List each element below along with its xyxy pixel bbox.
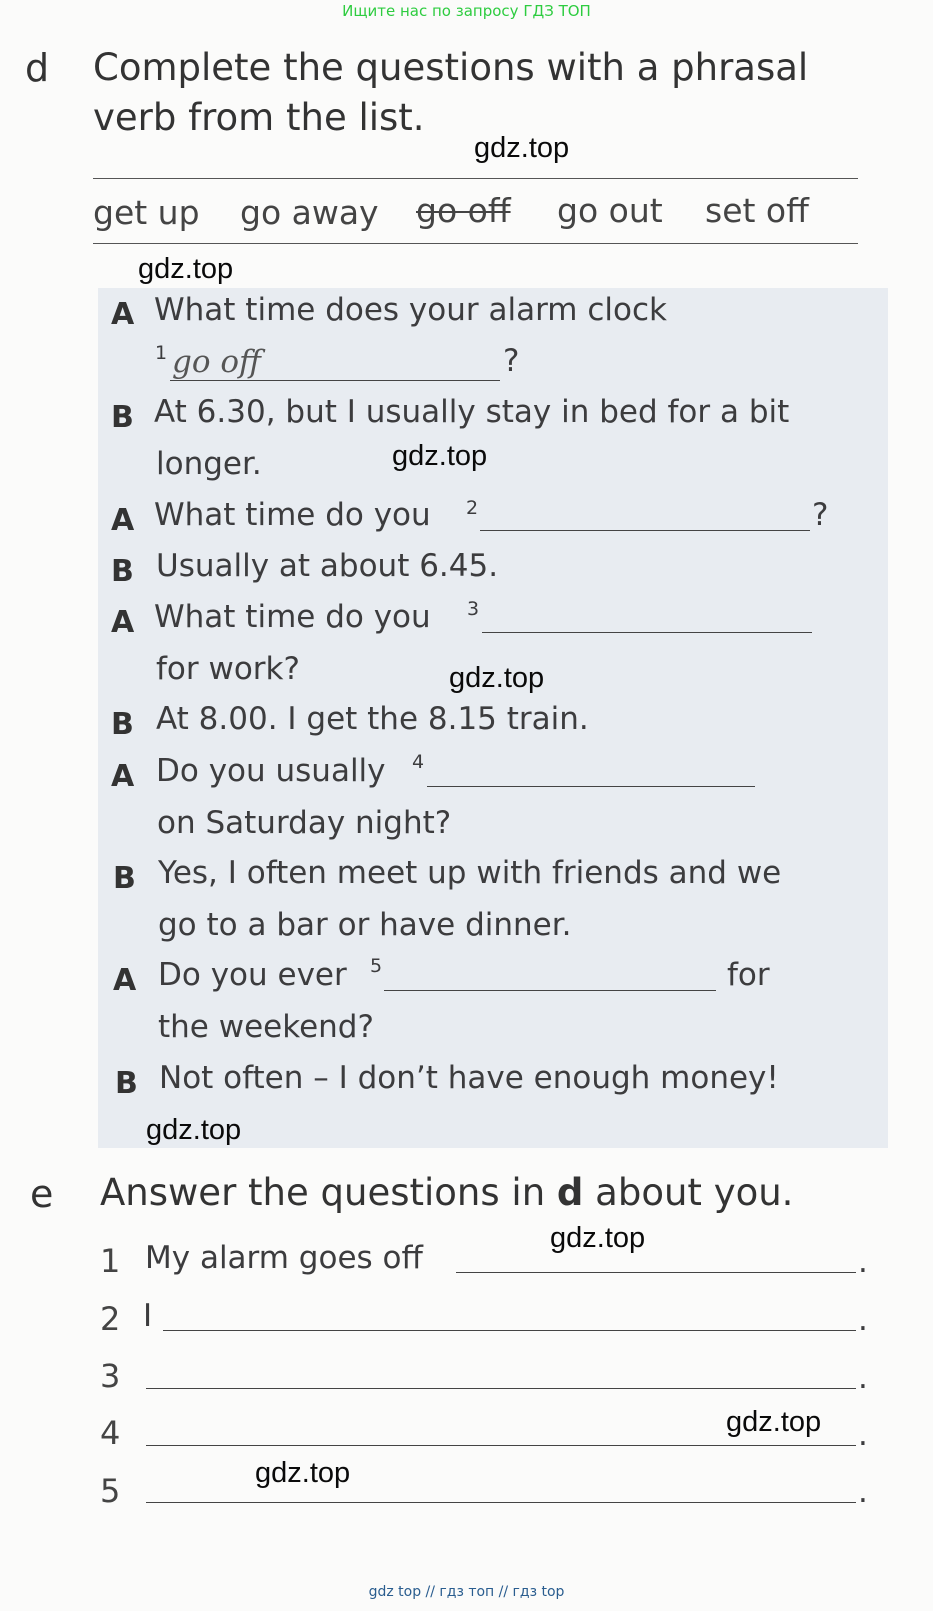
gap-number-1: 1 — [155, 342, 168, 364]
period: . — [858, 1417, 868, 1453]
section-d-title-line1: Complete the questions with a phrasal — [93, 46, 809, 89]
answer-number-4: 4 — [100, 1414, 121, 1452]
answer-blank-1[interactable] — [170, 380, 500, 381]
dialogue-line: Yes, I often meet up with friends and we — [158, 855, 782, 891]
speaker-a: A — [111, 503, 135, 538]
section-e-letter: e — [30, 1172, 54, 1216]
top-banner[interactable]: Ищите нас по запросу ГДЗ ТОП — [342, 2, 591, 20]
speaker-a: A — [111, 759, 135, 794]
watermark: gdz.top — [392, 440, 488, 472]
word-go-out: go out — [557, 191, 663, 230]
answer-prompt-1: My alarm goes off — [145, 1240, 423, 1276]
speaker-b: B — [115, 1066, 138, 1101]
period: . — [858, 1244, 868, 1280]
period: . — [858, 1360, 868, 1396]
answer-handwritten: go off — [172, 344, 261, 380]
watermark: gdz.top — [550, 1222, 646, 1254]
word-get-up: get up — [93, 193, 200, 232]
watermark: gdz.top — [726, 1406, 822, 1438]
dialogue-line: Usually at about 6.45. — [156, 548, 499, 584]
watermark: gdz.top — [449, 662, 545, 694]
watermark: gdz.top — [474, 132, 570, 164]
answer-blank-2[interactable] — [480, 530, 810, 531]
section-e-title-bold: d — [556, 1171, 584, 1214]
dialogue-line: Do you ever — [158, 957, 347, 993]
gap-number-2: 2 — [466, 497, 479, 519]
question-mark: ? — [503, 343, 520, 379]
gap-number-3: 3 — [467, 598, 480, 620]
watermark: gdz.top — [138, 253, 234, 285]
speaker-a: A — [113, 963, 137, 998]
answer-blank-4[interactable] — [427, 786, 755, 787]
word-list-top-rule — [93, 178, 858, 179]
dialogue-line: for — [727, 957, 770, 993]
dialogue-line: Not often – I don’t have enough money! — [159, 1060, 779, 1096]
gap-number-5: 5 — [370, 955, 383, 977]
section-e-title-pre: Answer the questions in — [100, 1171, 546, 1214]
section-d-letter: d — [25, 46, 50, 90]
period: . — [858, 1302, 868, 1338]
question-mark: ? — [812, 497, 829, 533]
answer-number-3: 3 — [100, 1357, 121, 1395]
personal-answer-blank-3[interactable] — [146, 1388, 856, 1389]
section-d-title-line2: verb from the list. — [93, 96, 425, 139]
answer-number-5: 5 — [100, 1472, 121, 1510]
dialogue-line: for work? — [156, 651, 300, 687]
personal-answer-blank-1[interactable] — [456, 1272, 856, 1273]
gap-number-4: 4 — [412, 751, 425, 773]
dialogue-line: Do you usually — [156, 753, 386, 789]
answer-blank-5[interactable] — [384, 990, 716, 991]
dialogue-line: At 6.30, but I usually stay in bed for a bit — [154, 394, 790, 430]
dialogue-line: the weekend? — [158, 1009, 374, 1045]
dialogue-line: go to a bar or have dinner. — [158, 907, 572, 943]
section-e-title — [100, 1168, 793, 1218]
watermark: gdz.top — [146, 1114, 242, 1146]
answer-blank-3[interactable] — [482, 632, 812, 633]
word-go-away: go away — [240, 193, 379, 232]
answer-number-2: 2 — [100, 1300, 121, 1338]
dialogue-line: on Saturday night? — [157, 805, 452, 841]
section-e-title-post: about you. — [595, 1171, 794, 1214]
word-go-off-crossed: go off — [416, 191, 511, 230]
watermark: gdz.top — [255, 1457, 351, 1489]
dialogue-line: At 8.00. I get the 8.15 train. — [156, 701, 589, 737]
speaker-a: A — [111, 297, 135, 332]
word-set-off: set off — [705, 191, 809, 230]
answer-prompt-2: I — [143, 1298, 153, 1334]
speaker-b: B — [111, 554, 134, 589]
bottom-banner[interactable]: gdz top // гдз топ // гдз top — [368, 1584, 565, 1600]
speaker-b: B — [111, 707, 134, 742]
personal-answer-blank-2[interactable] — [163, 1330, 856, 1331]
dialogue-line: What time does your alarm clock — [154, 292, 667, 328]
dialogue-line: What time do you — [154, 497, 431, 533]
personal-answer-blank-5[interactable] — [146, 1502, 856, 1503]
speaker-b: B — [111, 400, 134, 435]
speaker-a: A — [111, 605, 135, 640]
answer-number-1: 1 — [100, 1242, 121, 1280]
word-list-bottom-rule — [93, 243, 858, 244]
personal-answer-blank-4[interactable] — [146, 1445, 856, 1446]
period: . — [858, 1474, 868, 1510]
dialogue-line: What time do you — [154, 599, 431, 635]
speaker-b: B — [113, 861, 136, 896]
dialogue-line: longer. — [156, 446, 262, 482]
